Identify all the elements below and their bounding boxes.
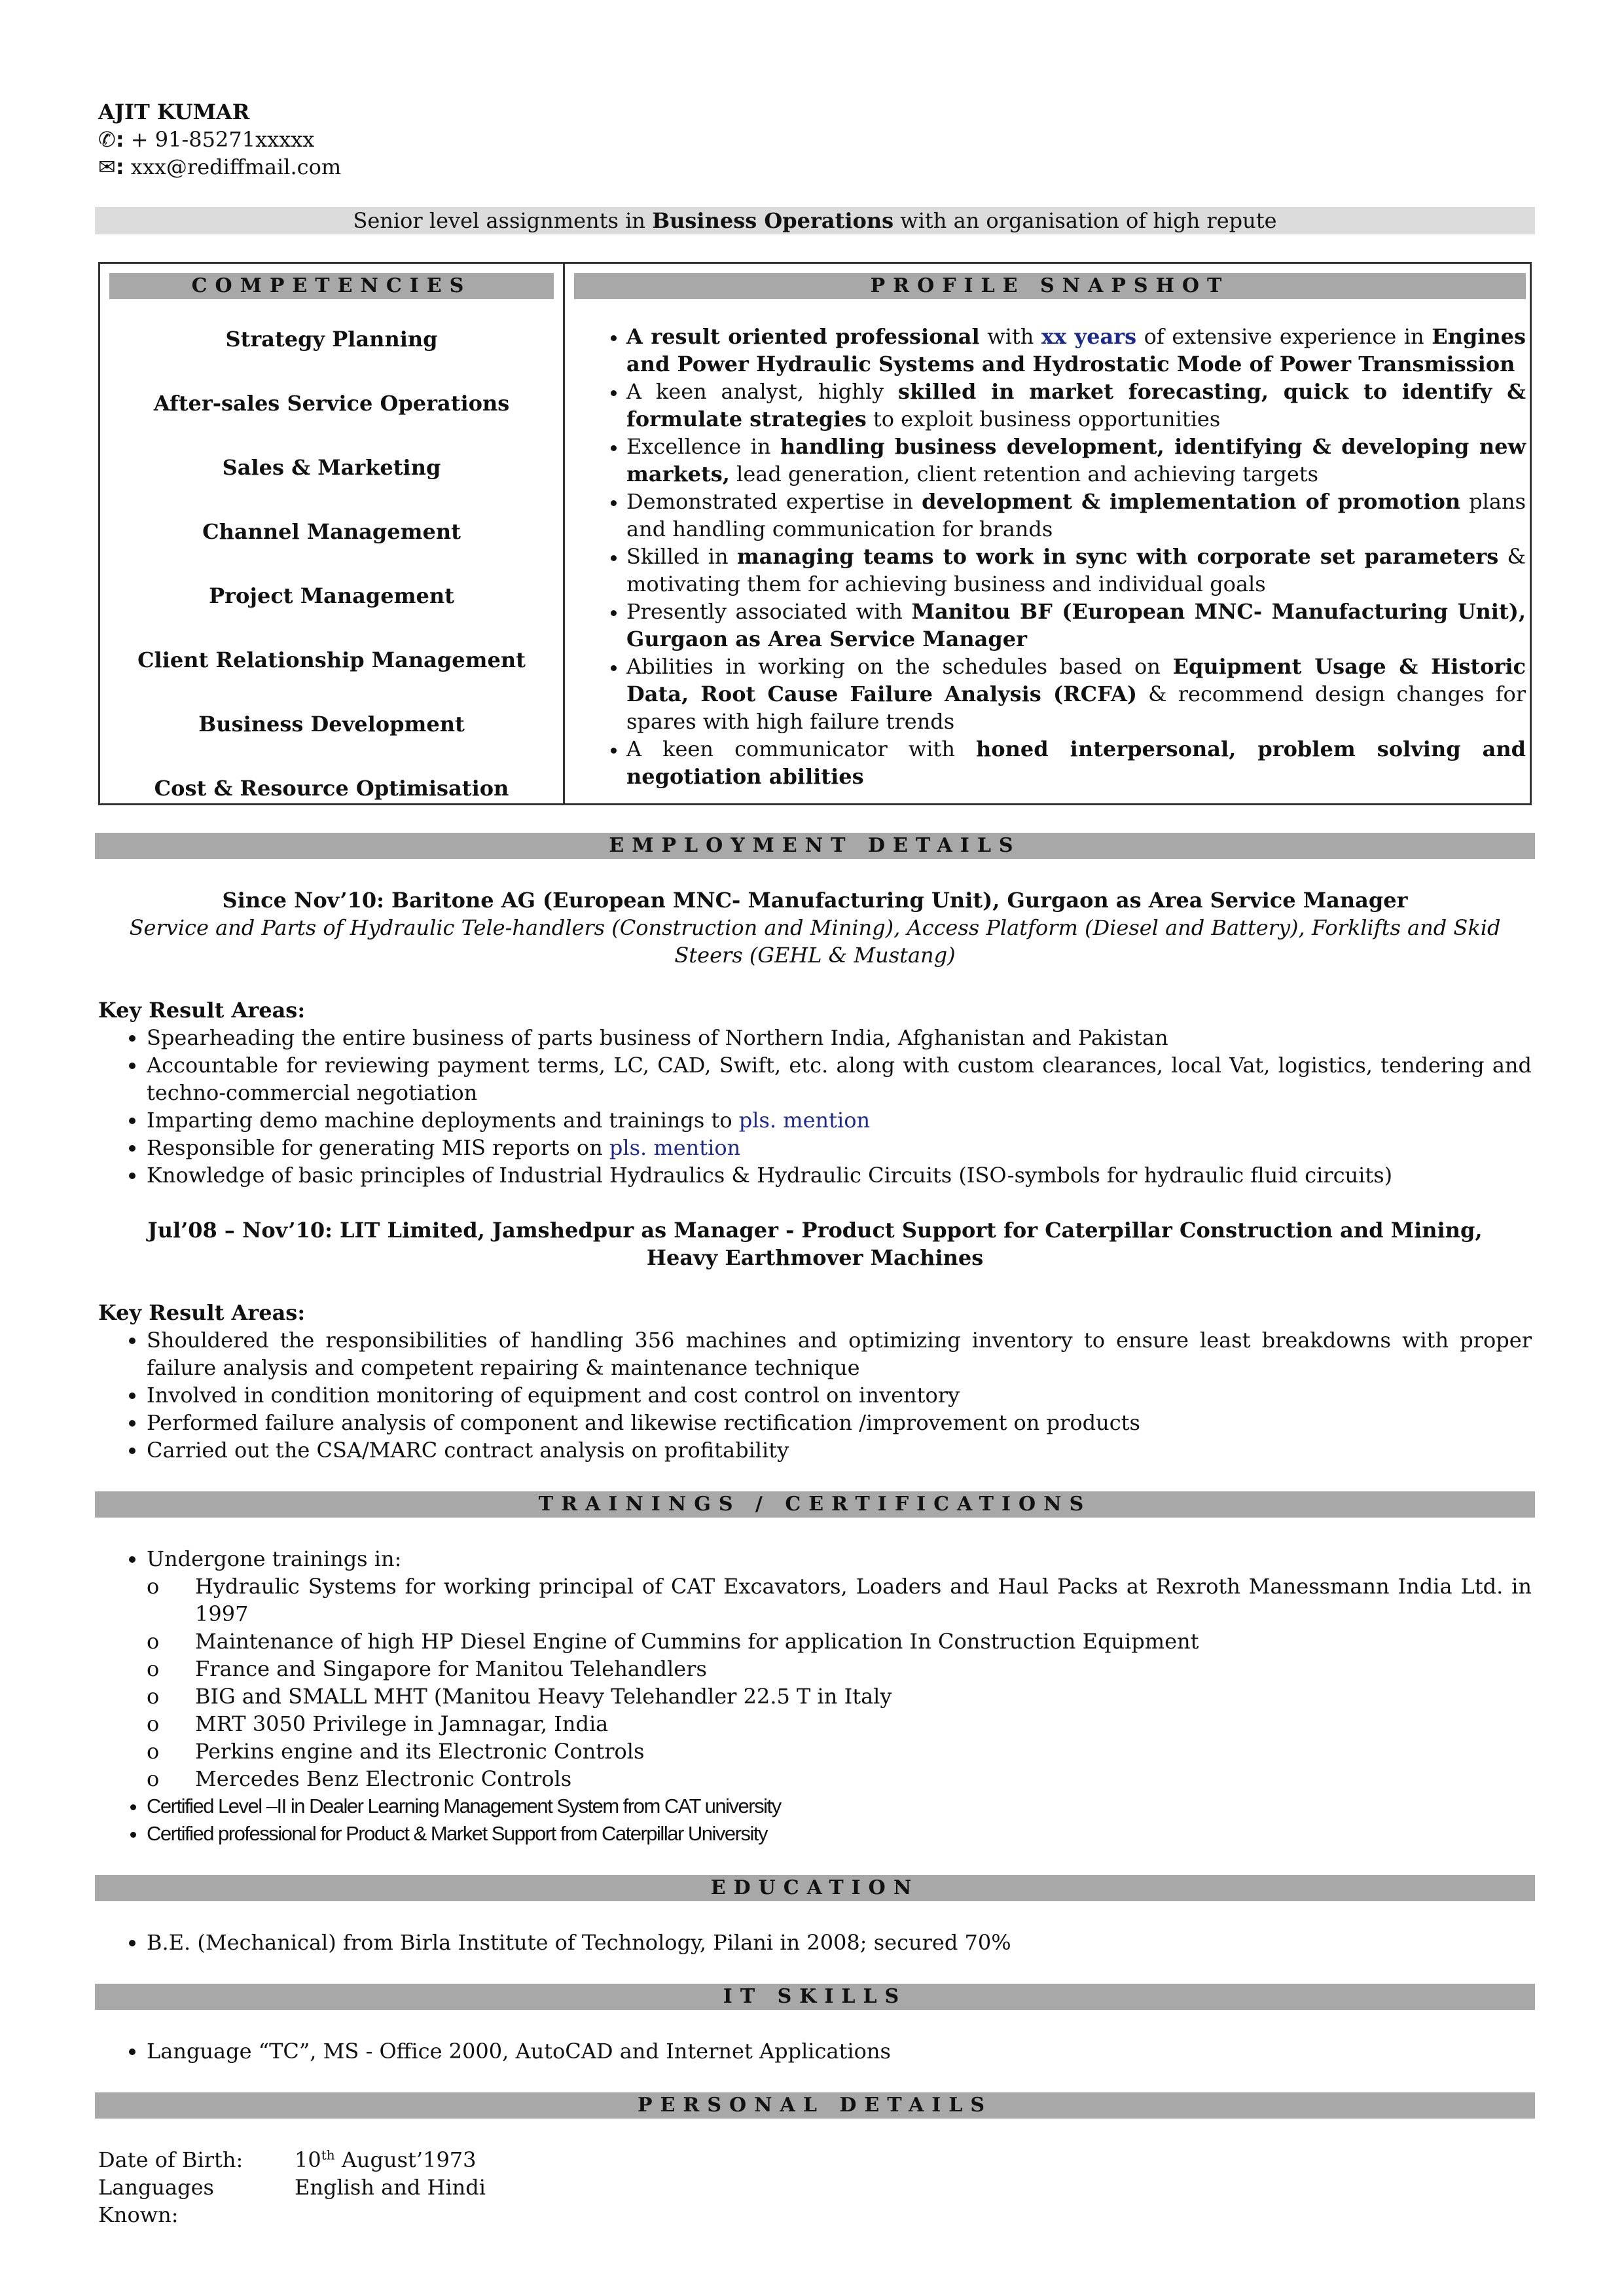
personal-heading: PERSONAL DETAILS	[95, 2092, 1535, 2119]
kra-item: • Responsible for generating MIS reports on pls. mention	[147, 1134, 1532, 1161]
competency-item: Project Management	[209, 583, 454, 608]
email-line	[98, 153, 1532, 181]
email-address: xxx@rediffmail.com	[130, 155, 342, 179]
competencies-list	[109, 299, 554, 839]
competency-item: Strategy Planning	[225, 327, 438, 352]
it-skills-heading: IT SKILLS	[95, 1984, 1535, 2010]
trainings-heading: TRAININGS / CERTIFICATIONS	[95, 1491, 1535, 1518]
profile-item: • Excellence in handling business development, identifying & developing new markets, lead generation, client retention and achieving targets	[626, 433, 1526, 488]
personal-details	[98, 2146, 1532, 2229]
job2-kra-label: Key Result Areas:	[98, 1300, 306, 1325]
dob-label: Date of Birth:	[98, 2147, 244, 2172]
training-item: o MRT 3050 Privilege in Jamnagar, India	[195, 1710, 1532, 1738]
education-heading: EDUCATION	[95, 1875, 1535, 1901]
objective-bold: Business Operations	[652, 208, 894, 233]
languages-label: Languages Known:	[98, 2175, 214, 2227]
competency-item: After-sales Service Operations	[153, 391, 510, 416]
competency-item: Cost & Resource Optimisation	[154, 776, 509, 801]
kra-item: • Imparting demo machine deployments and trainings to pls. mention	[147, 1106, 1532, 1134]
training-item: o Perkins engine and its Electronic Controls	[195, 1738, 1532, 1765]
objective-banner	[95, 207, 1535, 234]
competency-item: Business Development	[198, 712, 465, 737]
resume-page	[98, 98, 1532, 2229]
trainings-intro: • Undergone trainings in: o Hydraulic Systems for working principal of CAT Excavators, Loaders and Haul Packs at Rexroth Manessmann India Ltd. in 1997 o Maintenance of high HP Diesel Engine of Cummins for application In Construction Equipment o France and Singapore for Manitou Telehandlers o BIG and SMALL MHT (Manitou Heavy Telehandler 22.5 T in Italy o MRT 3050 Privilege in Jamnagar, India o Perkins engine and its Electronic Controls o Mercedes Benz Electronic Controls	[147, 1545, 1532, 1793]
job1-kra-label: Key Result Areas:	[98, 998, 306, 1023]
profile-item: • A result oriented professional with xx years of extensive experience in Engines and Power Hydraulic Systems and Hydrostatic Mode of Power Transmission	[626, 323, 1526, 378]
training-item: o Mercedes Benz Electronic Controls	[195, 1765, 1532, 1793]
job2-heading: Jul’08 – Nov’10: LIT Limited, Jamshedpur as Manager - Product Support for Caterpillar Construction and Mining, Heavy Earthmover Machines	[147, 1218, 1483, 1270]
kra-item: • Shouldered the responsibilities of handling 356 machines and optimizing inventory to ensure least breakdowns with proper failure analysis and competent repairing & maintenance technique	[147, 1326, 1532, 1381]
phone-number: + 91-85271xxxxx	[130, 127, 315, 152]
certification-item: • Certified Level –II in Dealer Learning Management System from CAT university	[147, 1793, 1532, 1820]
education-item: • B.E. (Mechanical) from Birla Institute of Technology, Pilani in 2008; secured 70%	[147, 1929, 1532, 1956]
it-skills-list	[98, 2037, 1532, 2065]
contact-block	[98, 98, 1532, 181]
profile-column	[565, 264, 1530, 803]
job1-kra-list	[98, 1024, 1532, 1189]
job1-subtitle: Service and Parts of Hydraulic Tele-handlers (Construction and Mining), Access Platform (Diesel and Battery), Forklifts and Skid Steers (GEHL & Mustang)	[129, 915, 1501, 968]
languages-row	[98, 2174, 1532, 2229]
kra-item: • Accountable for reviewing payment terms, LC, CAD, Swift, etc. along with custom clearances, local Vat, logistics, tendering and techno-commercial negotiation	[147, 1051, 1532, 1106]
it-skills-item: • Language “TC”, MS - Office 2000, AutoCAD and Internet Applications	[147, 2037, 1532, 2065]
candidate-name: AJIT KUMAR	[98, 100, 250, 124]
training-item: o BIG and SMALL MHT (Manitou Heavy Telehandler 22.5 T in Italy	[195, 1683, 1532, 1710]
employment-heading: EMPLOYMENT DETAILS	[95, 833, 1535, 859]
trainings-list	[98, 1545, 1532, 1848]
profile-item: • Demonstrated expertise in development & implementation of promotion plans and handling communication for brands	[626, 488, 1526, 543]
phone-icon: ✆:	[98, 127, 124, 152]
competencies-column	[100, 264, 565, 803]
phone-line	[98, 126, 1532, 153]
training-item: o Hydraulic Systems for working principal of CAT Excavators, Loaders and Haul Packs at Rexroth Manessmann India Ltd. in 1997	[195, 1573, 1532, 1628]
kra-item: • Performed failure analysis of component and likewise rectification /improvement on products	[147, 1409, 1532, 1436]
summary-box	[98, 262, 1532, 805]
dob-value: 10th August’1973	[295, 2147, 477, 2172]
dob-row	[98, 2146, 1532, 2174]
languages-value: English and Hindi	[295, 2175, 486, 2200]
job1-heading: Since Nov’10: Baritone AG (European MNC- Manufacturing Unit), Gurgaon as Area Service Manager	[222, 888, 1408, 913]
profile-heading: PROFILE SNAPSHOT	[574, 273, 1526, 299]
competency-item: Channel Management	[202, 519, 461, 544]
competencies-heading: COMPETENCIES	[109, 273, 554, 299]
profile-item: • Abilities in working on the schedules based on Equipment Usage & Historic Data, Root Cause Failure Analysis (RCFA) & recommend design changes for spares with high failure trends	[626, 653, 1526, 735]
profile-list	[574, 323, 1526, 790]
job2-kra-list	[98, 1326, 1532, 1464]
trainings-sublist	[147, 1573, 1532, 1793]
objective-prefix: Senior level assignments in	[353, 208, 653, 233]
profile-item: • Skilled in managing teams to work in sync with corporate set parameters & motivating them for achieving business and individual goals	[626, 543, 1526, 598]
profile-item: • A keen analyst, highly skilled in market forecasting, quick to identify & formulate strategies to exploit business opportunities	[626, 378, 1526, 433]
kra-item: • Spearheading the entire business of parts business of Northern India, Afghanistan and Pakistan	[147, 1024, 1532, 1051]
objective-suffix: with an organisation of high repute	[893, 208, 1277, 233]
profile-item: • A keen communicator with honed interpersonal, problem solving and negotiation abilities	[626, 735, 1526, 790]
profile-item: • Presently associated with Manitou BF (European MNC- Manufacturing Unit), Gurgaon as Area Service Manager	[626, 598, 1526, 653]
competency-item: Sales & Marketing	[222, 455, 441, 480]
kra-item: • Knowledge of basic principles of Industrial Hydraulics & Hydraulic Circuits (ISO-symbols for hydraulic fluid circuits)	[147, 1161, 1532, 1189]
education-list	[98, 1929, 1532, 1956]
training-item: o France and Singapore for Manitou Telehandlers	[195, 1655, 1532, 1683]
training-item: o Maintenance of high HP Diesel Engine of Cummins for application In Construction Equipment	[195, 1628, 1532, 1655]
envelope-icon: ✉:	[98, 155, 124, 179]
competency-item: Client Relationship Management	[137, 647, 526, 672]
kra-item: • Carried out the CSA/MARC contract analysis on profitability	[147, 1436, 1532, 1464]
certification-item: • Certified professional for Product & Market Support from Caterpillar University	[147, 1820, 1532, 1848]
kra-item: • Involved in condition monitoring of equipment and cost control on inventory	[147, 1381, 1532, 1409]
